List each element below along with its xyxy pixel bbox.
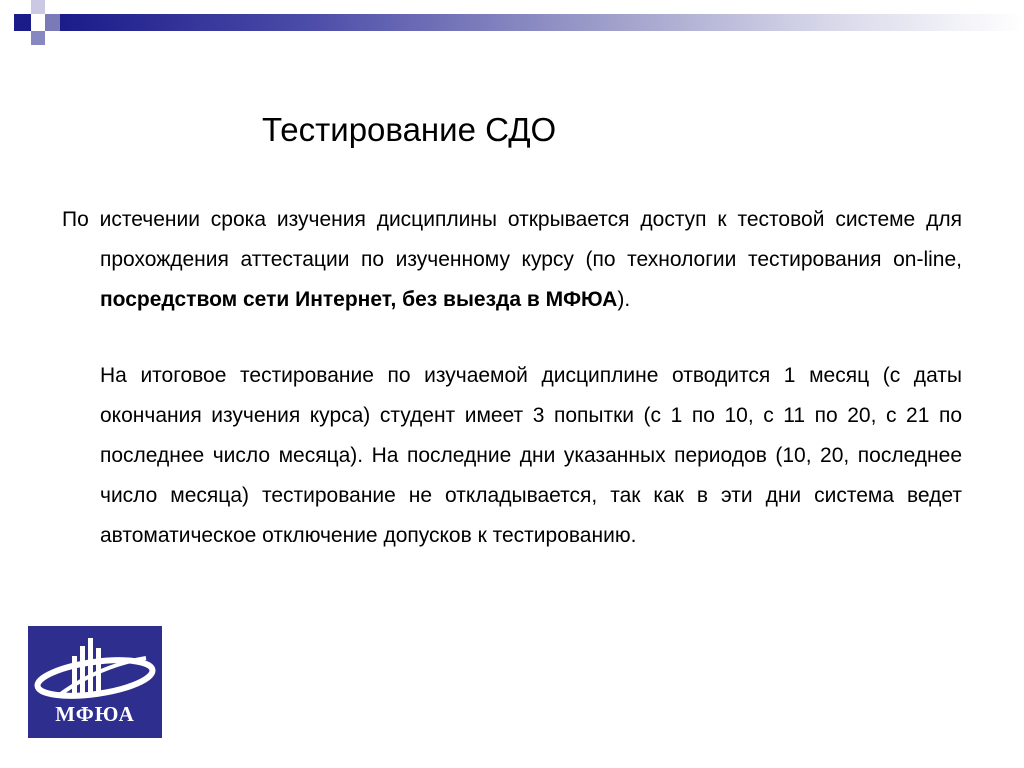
decorative-square	[45, 14, 60, 31]
logo-text: МФЮА	[55, 702, 135, 726]
mfua-logo	[28, 626, 162, 738]
decorative-square	[31, 31, 45, 45]
paragraph-access	[62, 200, 962, 320]
decorative-square	[31, 14, 45, 31]
paragraph-access-end: ).	[617, 288, 631, 311]
top-decorative-bar	[60, 14, 1024, 31]
paragraph-access-start: По истечении срока изучения дисциплины открывается доступ к тестовой системе для прохождения аттестации по изученному курсу (по технологии тестирования on-line,	[62, 208, 962, 271]
slide-body	[62, 200, 962, 556]
paragraph-testing-period: На итоговое тестирование по изучаемой дисциплине отводится 1 месяц (с даты окончания изучения курса) студент имеет 3 попытки (с 1 по 10, с 11 по 20, с 21 по последнее число месяца). На последние дни указанных периодов (10, 20, последнее число месяца) тестирование не откладывается, так как в эти дни система ведет автоматическое отключение допусков к тестированию.	[100, 364, 962, 547]
decorative-square	[31, 0, 45, 14]
decorative-square	[14, 14, 31, 31]
slide-title: Тестирование СДО	[262, 111, 557, 148]
paragraph-access-bold: посредством сети Интернет, без выезда в МФЮА	[100, 288, 618, 311]
